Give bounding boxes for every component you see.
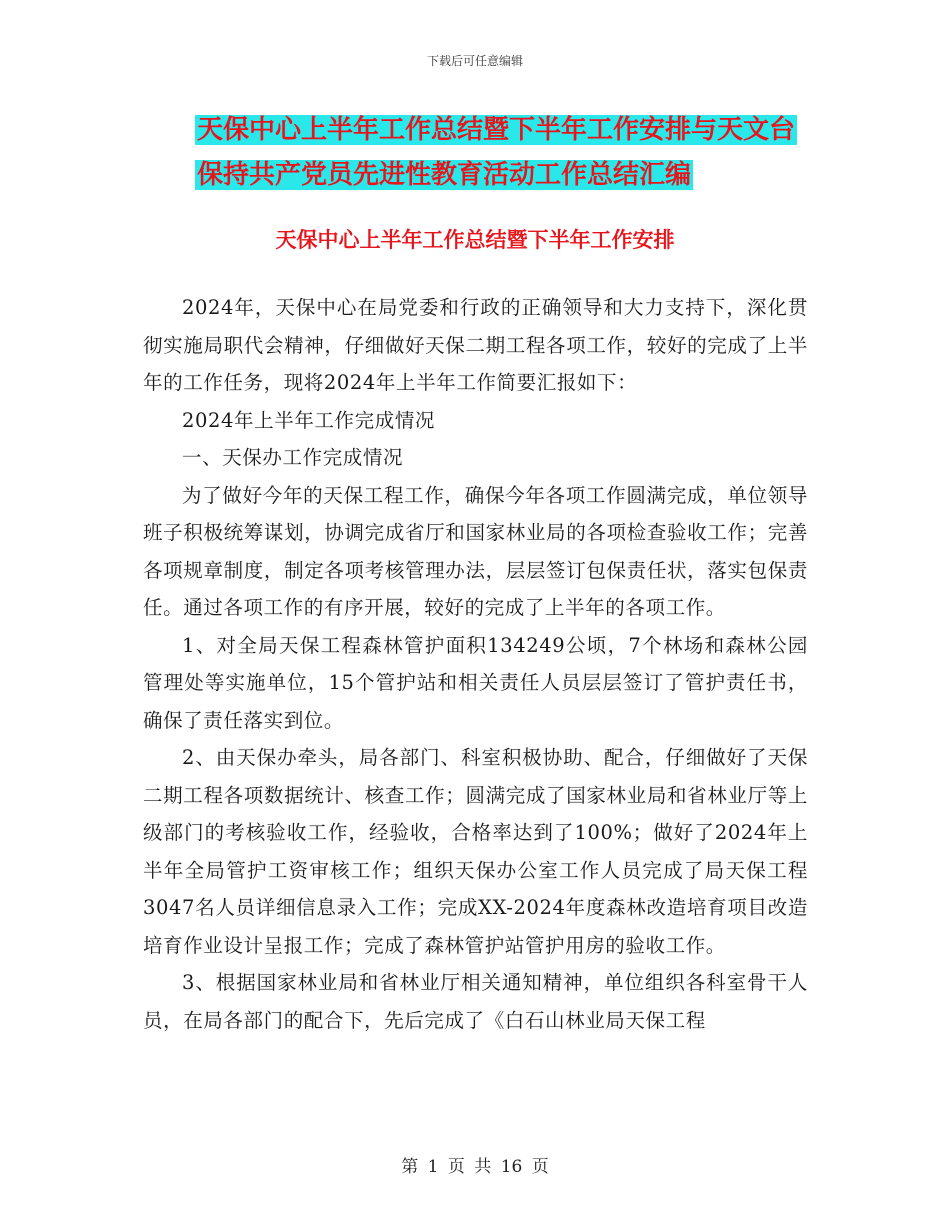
paragraph: 2、由天保办牵头，局各部门、科室积极协助、配合，仔细做好了天保二期工程各项数据统计、核查工作；圆满完成了国家林业局和省林业厅等上级部门的考核验收工作，经验收，合格率达到了100%；做好了2024年上半年全局管护工资审核工作；组织天保办公室工作人员完成了局天保工程3047名人员详细信息录入工作；完成XX-2024年度森林改造培育项目改造培育作业设计呈报工作；完成了森林管护站管护用房的验收工作。 bbox=[143, 746, 808, 957]
main-title-text-1: 天保中心上半年工作总结暨下半年工作安排与天文台 bbox=[197, 115, 796, 145]
paragraph: 2024年，天保中心在局党委和行政的正确领导和大力支持下，深化贯彻实施局职代会精神，仔细做好天保二期工程各项工作，较好的完成了上半年的工作任务，现将2024年上半年工作简要汇报如下： bbox=[143, 296, 808, 394]
paragraph: 一、天保办工作完成情况 bbox=[182, 446, 404, 469]
main-title-line-1 bbox=[195, 110, 815, 150]
paragraph: 为了做好今年的天保工程工作，确保今年各项工作圆满完成，单位领导班子积极统筹谋划，协调完成省厅和国家林业局的各项检查验收工作；完善各项规章制度，制定各项考核管理办法，层层签订包保责任状，落实包保责任。通过各项工作的有序开展，较好的完成了上半年的各项工作。 bbox=[143, 483, 808, 619]
page-footer: 第 1 页 共 16 页 bbox=[401, 1157, 549, 1177]
document-body bbox=[143, 289, 808, 1039]
paragraph: 2024年上半年工作完成情况 bbox=[182, 408, 436, 432]
section-title: 天保中心上半年工作总结暨下半年工作安排 bbox=[275, 227, 675, 252]
paragraph: 1、对全局天保工程森林管护面积134249公顷，7个林场和森林公园管理处等实施单位，15个管护站和相关责任人员层层签订了管护责任书，确保了责任落实到位。 bbox=[143, 633, 808, 732]
main-title-text-2: 保持共产党员先进性教育活动工作总结汇编 bbox=[197, 160, 692, 190]
header-note: 下载后可任意编辑 bbox=[426, 54, 523, 68]
main-title-line-2 bbox=[195, 155, 815, 195]
paragraph: 3、根据国家林业局和省林业厅相关通知精神，单位组织各科室骨干人员，在局各部门的配合下，先后完成了《白石山林业局天保工程 bbox=[143, 971, 808, 1032]
